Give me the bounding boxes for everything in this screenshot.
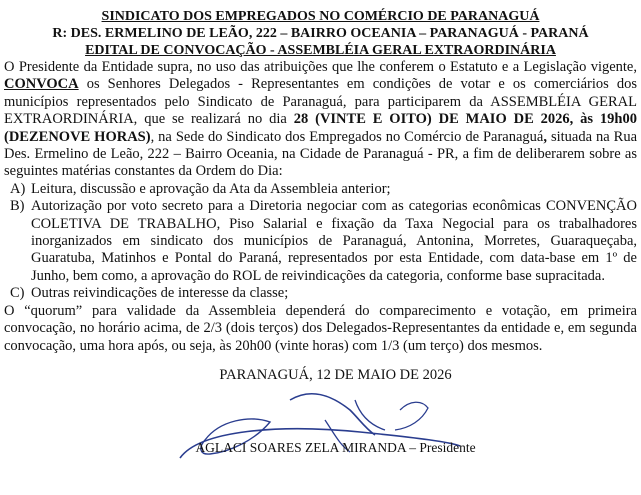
signatory-name: AGLACI SOARES ZELA MIRANDA – Presidente (195, 440, 476, 455)
agenda-marker: C) (10, 285, 25, 302)
place-and-date: PARANAGUÁ, 12 DE MAIO DE 2026 (219, 366, 452, 383)
agenda-list (4, 181, 637, 303)
intro-comma: , (543, 128, 547, 145)
intro-text-3: , na Sede do Sindicato dos Empregados no Comércio de Paranaguá (150, 128, 544, 145)
edital-title: EDITAL DE CONVOCAÇÃO - ASSEMBLÉIA GERAL EXTRAORDINÁRIA (85, 43, 556, 58)
edital-document (4, 8, 637, 384)
agenda-text: Autorização por voto secreto para a Diretoria negociar com as categorias econômicas CONVENÇÃO COLETIVA DE TRABALHO, Piso Salarial e fixação da Taxa Negocial para os trabalhadores inorganizados em sindicato dos municípios de Paranaguá, Antonina, Morretes, Guaraqueçaba, Guaratuba, Matinhos e Pontal do Paraná, representados por esta Entidade, com data-base em 1º de Junho, bem como, a aprovação do ROL de reivindicações da categoria, conforme base supracitada. (31, 198, 637, 284)
intro-text-1: O Presidente da Entidade supra, no uso das atribuições que lhe conferem o Estatuto e a Legislação vigente, (4, 59, 637, 75)
agenda-marker: B) (10, 198, 25, 215)
assembly-date: 28 (VINTE E OITO) DE MAIO DE 2026, às 19h00 (DEZENOVE HORAS) (4, 111, 637, 145)
quorum-paragraph: O “quorum” para validade da Assembleia dependerá do comparecimento e votação, em primeira convocação, no horário acima, de 2/3 (dois terços) dos Delegados-Representantes da entidade e, em segunda convocação, uma hora após, ou seja, às 20h00 (vinte horas) com 1/3 (um terço) dos mesmos. (4, 302, 637, 354)
intro-text-4: situada na Rua Des. Ermelino de Leão, 222 – Bairro Oceania, na Cidade de Paranaguá - PR, a fim de deliberarem sobre as seguintes matérias constantes da Ordem do Dia: (4, 128, 638, 180)
agenda-text: Outras reivindicações de interesse da classe; (31, 285, 289, 302)
agenda-item (4, 181, 637, 198)
intro-text-2: os Senhores Delegados - Representantes em condições de votar e os comerciários dos municípios representados pelo Sindicato de Paranaguá, para participarem da ASSEMBLÉIA GERAL EXTRAORDINÁRIA, que se realizará no dia (4, 76, 637, 128)
agenda-item (4, 285, 637, 302)
union-name-header: SINDICATO DOS EMPREGADOS NO COMÉRCIO DE PARANAGUÁ (101, 9, 540, 24)
agenda-item (4, 198, 637, 285)
convoca-word: CONVOCA (4, 76, 79, 93)
agenda-marker: A) (10, 180, 26, 197)
intro-paragraph (4, 59, 637, 181)
handwritten-signature (160, 380, 490, 470)
agenda-text: Leitura, discussão e aprovação da Ata da Assembleia anterior; (31, 180, 391, 197)
union-address-header: R: DES. ERMELINO DE LEÃO, 222 – BAIRRO OCEANIA – PARANAGUÁ - PARANÁ (52, 26, 589, 41)
